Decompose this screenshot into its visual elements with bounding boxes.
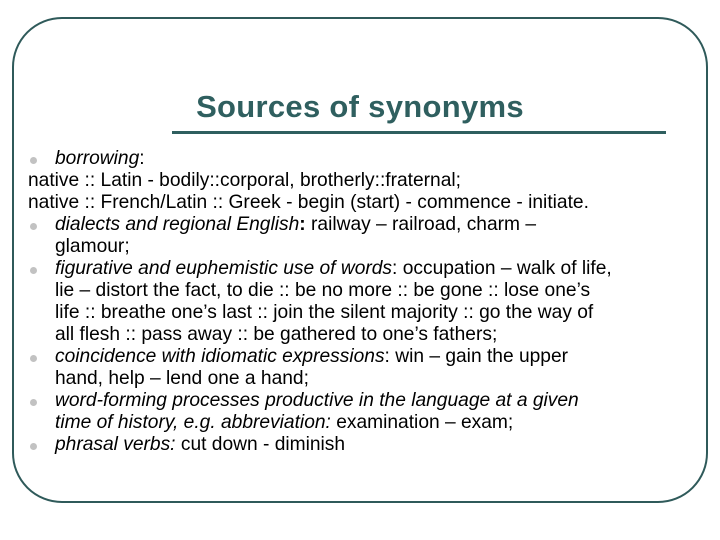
dialects-line-2: glamour; xyxy=(55,236,130,257)
phrasal-tail: cut down - diminish xyxy=(175,434,346,455)
bullet-dot-icon xyxy=(30,399,37,406)
borrowing-line-2: native :: French/Latin :: Greek - begin (start) - commence - initiate. xyxy=(28,192,589,213)
bullet-borrowing xyxy=(28,148,698,170)
slide-body xyxy=(28,148,698,456)
figurative-term: figurative and euphemistic use of words xyxy=(55,258,393,279)
bullet-dot-icon xyxy=(30,267,37,274)
bullet-dot-icon xyxy=(30,443,37,450)
coincidence-line-1: win – gain the upper xyxy=(389,346,569,367)
bullet-coincidence xyxy=(28,346,698,390)
coincidence-sep: : xyxy=(384,346,390,367)
word-forming-term-line-1: word-forming processes productive in the language at a given xyxy=(55,390,579,411)
figurative-line-2: lie – distort the fact, to die :: be no more :: be gone :: lose one’s xyxy=(55,280,591,301)
bullet-dot-icon xyxy=(30,223,37,230)
bullet-dot-icon xyxy=(30,355,37,362)
word-forming-tail: examination – exam; xyxy=(330,412,514,433)
bullet-phrasal-verbs xyxy=(28,434,698,456)
bullet-dot-icon xyxy=(30,157,37,164)
bullet-word-forming xyxy=(28,390,698,434)
coincidence-term: coincidence with idiomatic expressions xyxy=(55,346,385,367)
figurative-line-3: life :: breathe one’s last :: join the silent majority :: go the way of xyxy=(55,302,594,323)
slide-title: Sources of synonyms xyxy=(196,89,524,124)
dialects-line-1: railway – railroad, charm – xyxy=(305,214,537,235)
borrowing-colon: : xyxy=(139,148,145,169)
dialects-sep: : xyxy=(299,214,306,235)
borrowing-line-1: native :: Latin - bodily::corporal, brotherly::fraternal; xyxy=(28,170,461,191)
phrasal-term: phrasal verbs: xyxy=(55,434,176,455)
figurative-line-4: all flesh :: pass away :: be gathered to one’s fathers; xyxy=(55,324,498,345)
borrowing-term: borrowing xyxy=(55,148,140,169)
coincidence-line-2: hand, help – lend one a hand; xyxy=(55,368,309,389)
figurative-line-1: occupation – walk of life, xyxy=(397,258,612,279)
bullet-figurative xyxy=(28,258,698,346)
title-underline xyxy=(172,131,666,134)
word-forming-term-line-2: time of history, e.g. abbreviation: xyxy=(55,412,331,433)
figurative-sep: : xyxy=(392,258,398,279)
bullet-dialects xyxy=(28,214,698,258)
dialects-term: dialects and regional English xyxy=(55,214,300,235)
